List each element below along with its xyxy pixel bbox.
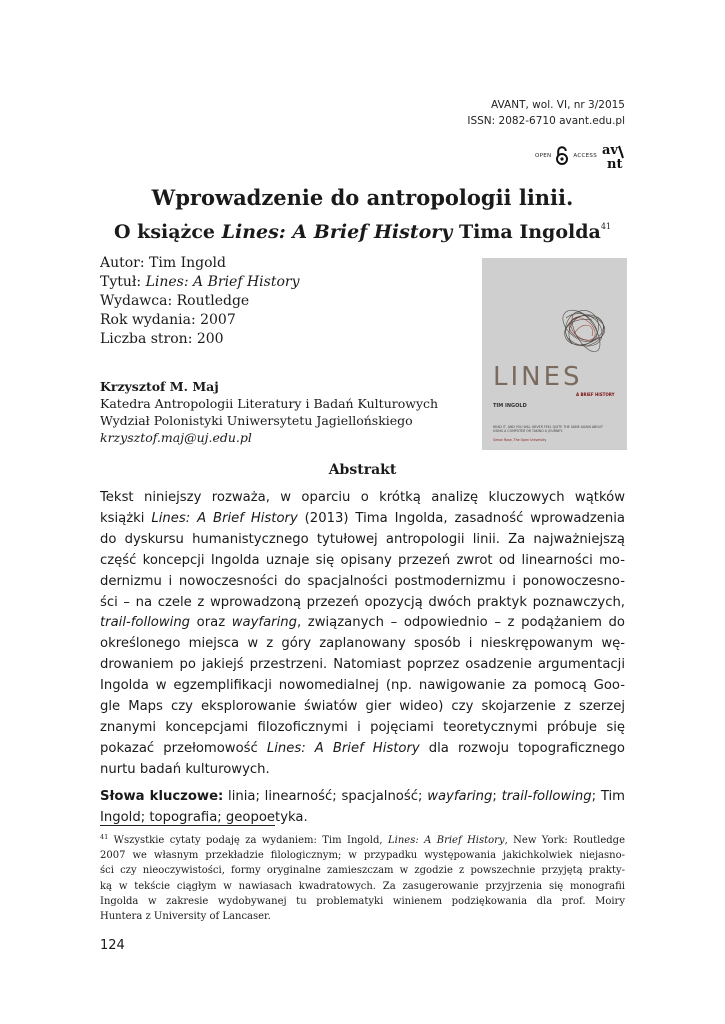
- abstract-line: ści – na czele z wprowadzoną przezeń opozycją dwóch praktyk poznawczych,: [100, 594, 625, 610]
- meta-pages: Liczba stron: 200: [100, 331, 224, 347]
- footnote: [100, 830, 625, 924]
- keywords-line: Ingold; topografia; geopoetyka.: [100, 809, 308, 825]
- svg-text:nt: nt: [607, 157, 623, 170]
- title-line-2: O książce Lines: A Brief History Tima Ingolda$^{41}$: [114, 221, 611, 243]
- meta-year: Rok wydania: 2007: [100, 312, 236, 328]
- cover-scribble: [482, 258, 627, 450]
- abstract-line: książki Lines: A Brief History (2013) Tima Ingolda, zasadność wprowadzenia: [100, 510, 625, 526]
- abstract-line: dernizmu i nowoczesności do spacjalności postmodernizmu i ponowoczesno-: [100, 573, 625, 589]
- cover-title-word: LINES: [493, 362, 583, 392]
- abstract-line: Tekst niniejszy rozważa, w oparciu o krótką analizę kluczowych wątków: [100, 490, 625, 505]
- abstract-line: nurtu badań kulturowych.: [100, 761, 270, 777]
- abstract-line: gle Maps czy eksplorowanie światów gier wideo) czy skojarzenie z szerzej: [100, 699, 625, 715]
- journal-issue: AVANT, wol. VI, nr 3/2015: [491, 99, 625, 111]
- abstract-heading: Abstrakt: [328, 462, 397, 478]
- abstract-line: określonego miejsca w z góry zaplanowany sposób i nieskrępowanym wę-: [100, 636, 625, 652]
- abstract-line: drowaniem po jakiejś przestrzeni. Natomiast poprzez osadzenie argumentacji: [100, 657, 625, 673]
- journal-issn: ISSN: 2082-6710 avant.edu.pl: [467, 115, 625, 127]
- abstract-line: część koncepcji Ingolda uznaje się opisany przezeń zwrot od linearności mo-: [100, 552, 625, 568]
- header-logos: [535, 142, 627, 170]
- keywords-label: Słowa kluczowe:: [100, 788, 224, 804]
- cover-blurb: READ IT, AND YOU WILL NEVER FEEL QUITE THE SAME AGAIN ABOUT USING A COMPUTER OR TAKING A JOURNEY.: [493, 425, 603, 433]
- title-line-1: Wprowadzenie do antropologii linii.: [151, 185, 574, 210]
- svg-text:av: av: [602, 143, 618, 158]
- avant-logo: [601, 142, 627, 170]
- footnote-line: $^{41}$ Wszystkie cytaty podaję za wydaniem: Tim Ingold, Lines: A Brief History, New York: Routledge: [100, 833, 626, 846]
- abstract-line: pokazać przełomowość Lines: A Brief History dla rozwoju topograficznego: [100, 740, 625, 756]
- open-access-access-label: ACCESS: [573, 153, 597, 159]
- abstract-body: [100, 488, 625, 829]
- reviewer-affiliation-2: Wydział Polonistyki Uniwersytetu Jagiellońskiego: [100, 413, 413, 428]
- page-number: 124: [100, 938, 125, 953]
- abstract-line: Ingolda w egzemplifikacji nowomedialnej (np. nawigowanie za pomocą Goo-: [100, 678, 625, 694]
- footnote-line: 2007 we własnym przekładzie filologicznym; w przypadku występowania jakichkolwiek niejasno-: [100, 850, 625, 862]
- footnote-line: Huntera z University of Lancaser.: [100, 911, 271, 923]
- cover-subtitle: A BRIEF HISTORY: [576, 392, 615, 397]
- article-title: [60, 183, 665, 247]
- open-access-open-label: OPEN: [534, 153, 552, 159]
- meta-author: Autor: Tim Ingold: [100, 255, 226, 271]
- keywords-line: Słowa kluczowe: linia; linearność; spacjalność; wayfaring; trail-following; Tim: [100, 788, 625, 804]
- footnote-line: ką w tekście ciągłym w nawiasach kwadratowych. Za zasugerowanie przyjrzenia się monografii: [100, 880, 625, 892]
- reviewer-affiliation-1: Katedra Antropologii Literatury i Badań Kulturowych: [100, 396, 439, 411]
- abstract-line: do dyskursu humanistycznego tytułowej antropologii linii. Za najważniejszą: [100, 531, 625, 547]
- book-cover-image: [482, 258, 627, 450]
- reviewer-email[interactable]: krzysztof.maj@uj.edu.pl: [100, 430, 252, 445]
- cover-author: TIM INGOLD: [493, 403, 527, 409]
- cover-quote-source: Simon Rose, The Open University: [493, 438, 547, 442]
- footnote-number: 41: [100, 833, 109, 841]
- title-footnote-ref: 41: [600, 222, 611, 231]
- meta-publisher: Wydawca: Routledge: [100, 293, 250, 309]
- reviewer-block: [100, 378, 438, 446]
- footnote-divider: [100, 825, 275, 826]
- open-access-icon: [555, 145, 569, 167]
- abstract-line: znanymi koncepcjami filozoficznymi i pojęciami teoretycznymi próbuje się: [100, 719, 625, 735]
- footnote-line: ści czy nieoczywistości, formy oryginalne zamieszczam w zgodzie z powszechnie przyjętą prakty-: [100, 865, 625, 877]
- abstract-line: trail-following oraz wayfaring, związanych – odpowiednio – z podążaniem do: [100, 615, 625, 631]
- book-metadata: [100, 254, 300, 349]
- meta-title: Tytuł: Lines: A Brief History: [100, 274, 300, 290]
- reviewer-name: Krzysztof M. Maj: [100, 379, 219, 394]
- journal-header: [467, 97, 625, 129]
- footnote-line: Ingolda w zakresie wydobywanej tu problematyki winienem podziękowania dla prof. Moiry: [100, 895, 625, 907]
